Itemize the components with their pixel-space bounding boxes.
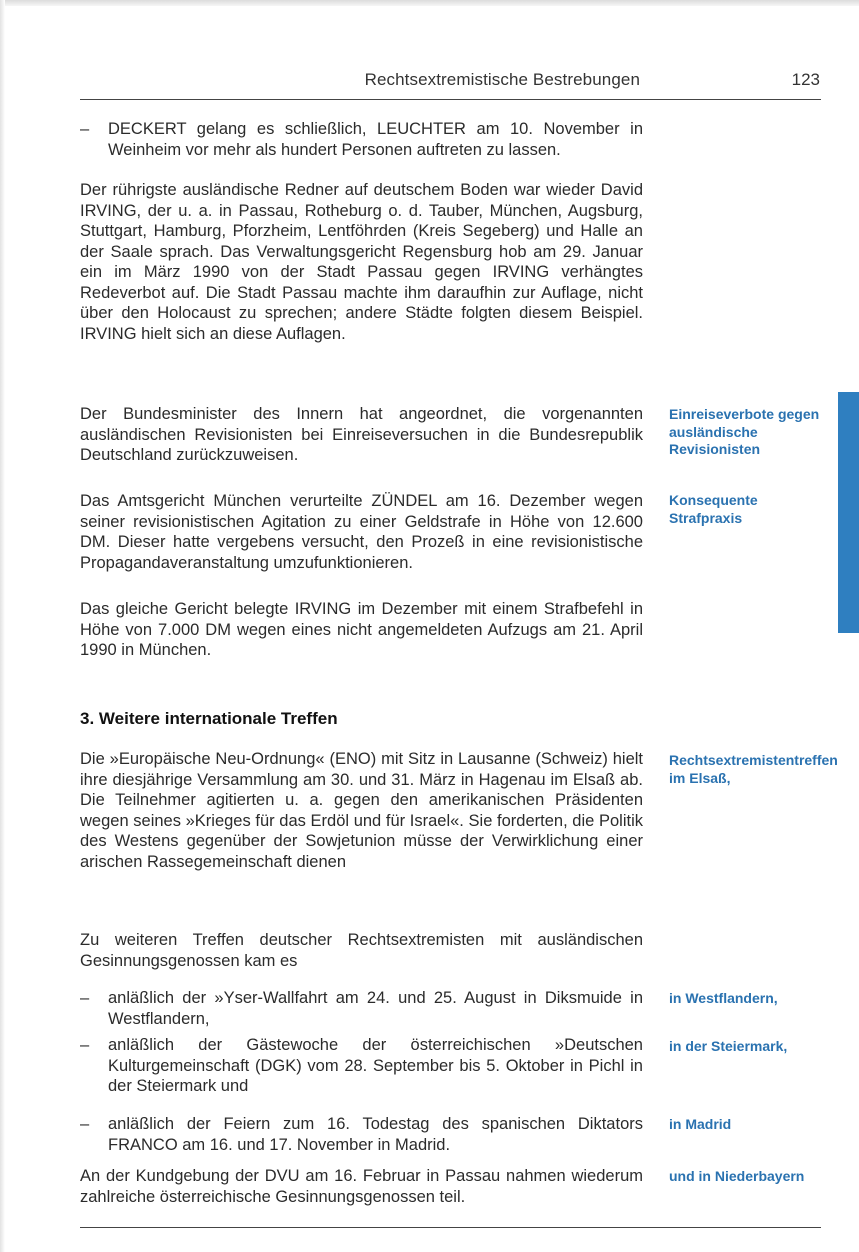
paragraph-irving: Der rührigste ausländische Redner auf deutschem Boden war wieder David IRVING, der u. a. in Passau, Rotheburg o. d. Tauber, München, Augsburg, Stuttgart, Hamburg, Pforzheim, Lentföhrden (Kreis Segeberg) und Halle an der Saale sprach. Das Verwaltungsgericht Regensburg hob am 29. Januar ein im März 1990 von der Stadt Passau gegen IRVING verhängtes Redeverbot auf. Die Stadt Passau machte ihm daraufhin zur Auflage, nicht über den Holocaust zu sprechen; andere Städte folgten diesem Beispiel. IRVING hielt sich an diese Auflagen. (80, 181, 643, 343)
list-item-text: anläßlich der »Yser-Wallfahrt am 24. und 25. August in Diksmuide in Westflandern, (108, 989, 643, 1028)
paragraph-amtsgericht: Das Amtsgericht München verurteilte ZÜNDEL am 16. Dezember wegen seiner revisionistischen Agitation zu einer Geldstrafe in Höhe von 12.600 DM. Dieser hatte vergebens versucht, den Prozeß in eine revisionistische Propagandaveranstaltung umzufunktionieren. (80, 492, 643, 572)
margin-note-einreiseverbote: Einreiseverbote gegen ausländische Revisionisten (669, 406, 820, 457)
margin-note-elsass: Rechtsextremistentreffen im Elsaß, (669, 752, 838, 786)
list-item-text: anläßlich der Gästewoche der österreichischen »Deutschen Kulturgemeinschaft (DGK) vom 28. September bis 5. Oktober in Pichl in der Steiermark und (108, 1036, 643, 1095)
list-item-text: anläßlich der Feiern zum 16. Todestag des spanischen Diktators FRANCO am 16. und 17. November in Madrid. (108, 1115, 643, 1154)
page-number: 123 (791, 70, 820, 89)
margin-note-strafpraxis: Konsequente Strafpraxis (669, 492, 758, 526)
paragraph-gericht: Das gleiche Gericht belegte IRVING im Dezember mit einem Strafbefehl in Höhe von 7.000 DM wegen eines nicht angemeldeten Aufzugs am 21. April 1990 in München. (80, 600, 643, 659)
list-dash: – (80, 1115, 90, 1133)
list-dash: – (80, 120, 90, 138)
chapter-tab-marker (838, 392, 859, 633)
list-dash: – (80, 989, 90, 1007)
margin-note-madrid: in Madrid (669, 1116, 732, 1132)
list-item-westflandern (80, 988, 643, 1029)
list-item-text: DECKERT gelang es schließlich, LEUCHTER am 10. November in Weinheim vor mehr als hundert Personen auftreten zu lassen. (108, 120, 643, 159)
section-heading: 3. Weitere internationale Treffen (80, 709, 338, 728)
list-item-deckert (80, 119, 643, 160)
list-item-steiermark (80, 1035, 643, 1097)
page-top-shadow (0, 0, 859, 6)
list-item-madrid (80, 1114, 643, 1155)
list-dash: – (80, 1036, 90, 1054)
paragraph-bundesminister: Der Bundesminister des Innern hat angeordnet, die vorgenannten ausländischen Revisionisten bei Einreiseversuchen in die Bundesrepublik Deutschland zurückzuweisen. (80, 405, 643, 464)
page-left-shadow (0, 0, 5, 1252)
running-header: Rechtsextremistische Bestrebungen (364, 70, 640, 89)
header-rule (80, 99, 821, 100)
margin-note-niederbayern: und in Niederbayern (669, 1168, 805, 1184)
margin-note-westflandern: in Westflandern, (669, 990, 778, 1006)
paragraph-dvu: An der Kundgebung der DVU am 16. Februar in Passau nahmen wiederum zahlreiche österreichische Gesinnungsgenossen teil. (80, 1167, 643, 1206)
paragraph-weitere-treffen: Zu weiteren Treffen deutscher Rechtsextremisten mit ausländischen Gesinnungsgenossen kam es (80, 931, 643, 970)
paragraph-eno: Die »Europäische Neu-Ordnung« (ENO) mit Sitz in Lausanne (Schweiz) hielt ihre diesjährige Versammlung am 30. und 31. März in Hagenau im Elsaß ab. Die Teilnehmer agitierten u. a. gegen den amerikanischen Präsidenten wegen seines »Krieges für das Erdöl und für Israel«. Sie forderten, die Politik des Westens gegenüber der Sowjetunion müsse der Verwirklichung einer arischen Rassegemeinschaft dienen (80, 750, 643, 871)
margin-note-steiermark: in der Steiermark, (669, 1038, 788, 1054)
footer-rule (80, 1227, 821, 1228)
